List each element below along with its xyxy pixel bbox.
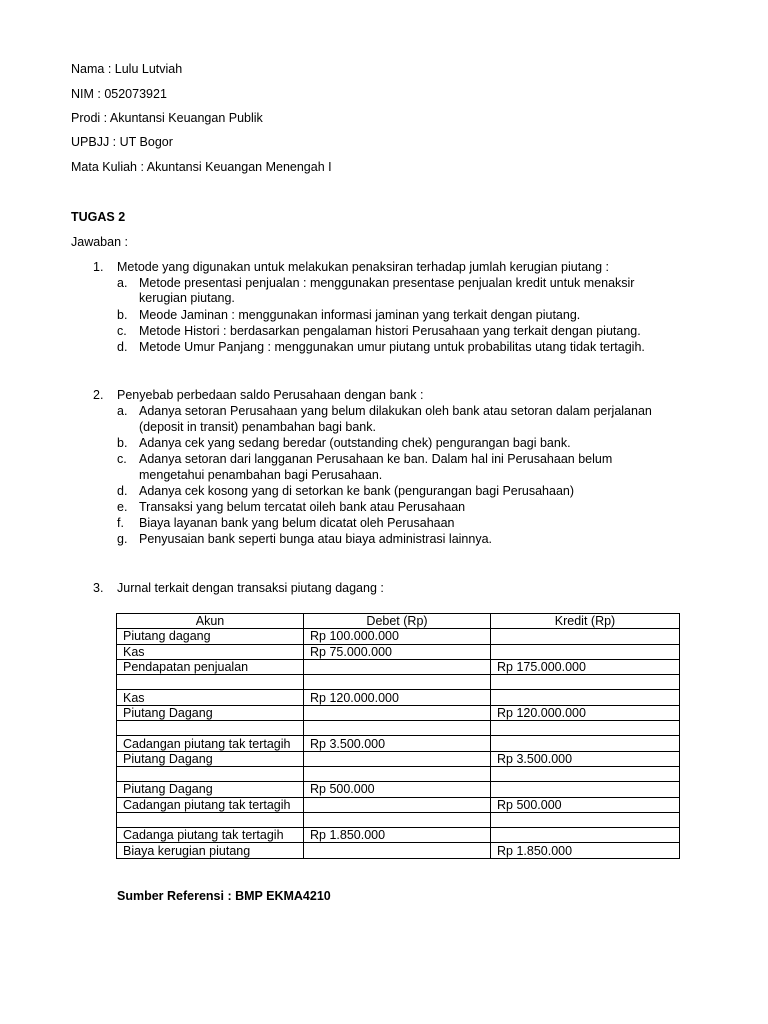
table-row [117, 721, 680, 736]
list-item: Adanya setoran dari langganan Perusahaan ke ban. Dalam hal ini Perusahaan belum [139, 452, 613, 466]
study-program: Prodi : Akuntansi Keuangan Publik [71, 111, 263, 125]
cell-kredit: Rp 3.500.000 [491, 751, 680, 766]
cell-akun [117, 766, 304, 781]
cell-debet [304, 659, 491, 674]
cell-akun: Kas [117, 644, 304, 659]
cell-debet: Rp 1.850.000 [304, 828, 491, 843]
list-item: Adanya cek yang sedang beredar (outstanding chek) pengurangan bagi bank. [139, 436, 571, 450]
table-row [117, 736, 680, 751]
column-header-akun: Akun [117, 614, 304, 629]
table-header-row [117, 614, 680, 629]
cell-akun: Biaya kerugian piutang [117, 843, 304, 858]
cell-akun: Cadanga piutang tak tertagih [117, 828, 304, 843]
table-row [117, 629, 680, 644]
cell-kredit: Rp 500.000 [491, 797, 680, 812]
column-header-kredit: Kredit (Rp) [491, 614, 680, 629]
cell-debet: Rp 500.000 [304, 782, 491, 797]
list-item: Metode Histori : berdasarkan pengalaman histori Perusahaan yang terkait dengan piutang. [139, 324, 641, 338]
cell-kredit [491, 721, 680, 736]
table-row [117, 659, 680, 674]
cell-akun: Piutang Dagang [117, 782, 304, 797]
table-row [117, 782, 680, 797]
upbjj: UPBJJ : UT Bogor [71, 135, 173, 149]
item-label: b. [117, 436, 128, 450]
table-row [117, 797, 680, 812]
cell-debet: Rp 100.000.000 [304, 629, 491, 644]
cell-debet: Rp 75.000.000 [304, 644, 491, 659]
table-row [117, 843, 680, 858]
list-item: Metode Umur Panjang : menggunakan umur piutang untuk probabilitas utang tidak tertagih. [139, 340, 645, 354]
course-name: Mata Kuliah : Akuntansi Keuangan Menengah I [71, 160, 332, 174]
question-text: Metode yang digunakan untuk melakukan penaksiran terhadap jumlah kerugian piutang : [117, 260, 609, 274]
question-number: 2. [93, 388, 104, 402]
list-item: Metode presentasi penjualan : menggunakan presentase penjualan kredit untuk menaksir [139, 276, 635, 290]
cell-debet [304, 766, 491, 781]
item-label: d. [117, 340, 128, 354]
student-nim: NIM : 052073921 [71, 87, 167, 101]
cell-debet [304, 675, 491, 690]
cell-akun: Cadangan piutang tak tertagih [117, 736, 304, 751]
column-header-debet: Debet (Rp) [304, 614, 491, 629]
cell-kredit [491, 782, 680, 797]
cell-kredit [491, 644, 680, 659]
cell-kredit: Rp 120.000.000 [491, 705, 680, 720]
item-label: f. [117, 516, 124, 530]
item-label: b. [117, 308, 128, 322]
item-label: c. [117, 452, 127, 466]
cell-debet: Rp 3.500.000 [304, 736, 491, 751]
item-label: g. [117, 532, 128, 546]
student-name: Nama : Lulu Lutviah [71, 62, 183, 76]
table-row [117, 675, 680, 690]
cell-akun [117, 812, 304, 827]
list-item: Penyusaian bank seperti bunga atau biaya administrasi lainnya. [139, 532, 493, 546]
item-label: e. [117, 500, 128, 514]
cell-kredit: Rp 1.850.000 [491, 843, 680, 858]
table-row [117, 812, 680, 827]
cell-akun: Piutang Dagang [117, 705, 304, 720]
table-row [117, 644, 680, 659]
answer-label: Jawaban : [71, 235, 128, 249]
cell-debet [304, 705, 491, 720]
cell-kredit [491, 675, 680, 690]
journal-table [116, 613, 680, 859]
cell-kredit [491, 766, 680, 781]
cell-debet [304, 797, 491, 812]
cell-debet [304, 751, 491, 766]
table-row [117, 751, 680, 766]
list-item: Meode Jaminan : menggunakan informasi jaminan yang terkait dengan piutang. [139, 308, 581, 322]
cell-kredit [491, 690, 680, 705]
cell-debet [304, 721, 491, 736]
reference-source: Sumber Referensi : BMP EKMA4210 [117, 889, 331, 903]
cell-akun: Cadangan piutang tak tertagih [117, 797, 304, 812]
cell-kredit [491, 736, 680, 751]
cell-debet [304, 843, 491, 858]
question-number: 1. [93, 260, 104, 274]
cell-debet [304, 812, 491, 827]
item-label: d. [117, 484, 128, 498]
item-label: a. [117, 404, 128, 418]
cell-kredit [491, 828, 680, 843]
cell-kredit [491, 812, 680, 827]
table-row [117, 766, 680, 781]
assignment-title: TUGAS 2 [71, 210, 126, 224]
table-row [117, 705, 680, 720]
cell-akun: Pendapatan penjualan [117, 659, 304, 674]
list-item-continuation: mengetahui penambahan bagi Perusahaan. [139, 468, 383, 482]
question-text: Penyebab perbedaan saldo Perusahaan dengan bank : [117, 388, 424, 402]
table-row [117, 828, 680, 843]
item-label: c. [117, 324, 127, 338]
list-item-continuation: (deposit in transit) penambahan bagi bank. [139, 420, 376, 434]
list-item: Adanya cek kosong yang di setorkan ke bank (pengurangan bagi Perusahaan) [139, 484, 575, 498]
question-number: 3. [93, 581, 104, 595]
cell-akun [117, 675, 304, 690]
cell-akun [117, 721, 304, 736]
table-row [117, 690, 680, 705]
question-text: Jurnal terkait dengan transaksi piutang dagang : [117, 581, 384, 595]
cell-kredit [491, 629, 680, 644]
item-label: a. [117, 276, 128, 290]
cell-kredit: Rp 175.000.000 [491, 659, 680, 674]
cell-akun: Kas [117, 690, 304, 705]
cell-akun: Piutang dagang [117, 629, 304, 644]
list-item: Adanya setoran Perusahaan yang belum dilakukan oleh bank atau setoran dalam perjalanan [139, 404, 652, 418]
list-item-continuation: kerugian piutang. [139, 291, 235, 305]
list-item: Biaya layanan bank yang belum dicatat oleh Perusahaan [139, 516, 455, 530]
cell-akun: Piutang Dagang [117, 751, 304, 766]
list-item: Transaksi yang belum tercatat oileh bank atau Perusahaan [139, 500, 466, 514]
cell-debet: Rp 120.000.000 [304, 690, 491, 705]
